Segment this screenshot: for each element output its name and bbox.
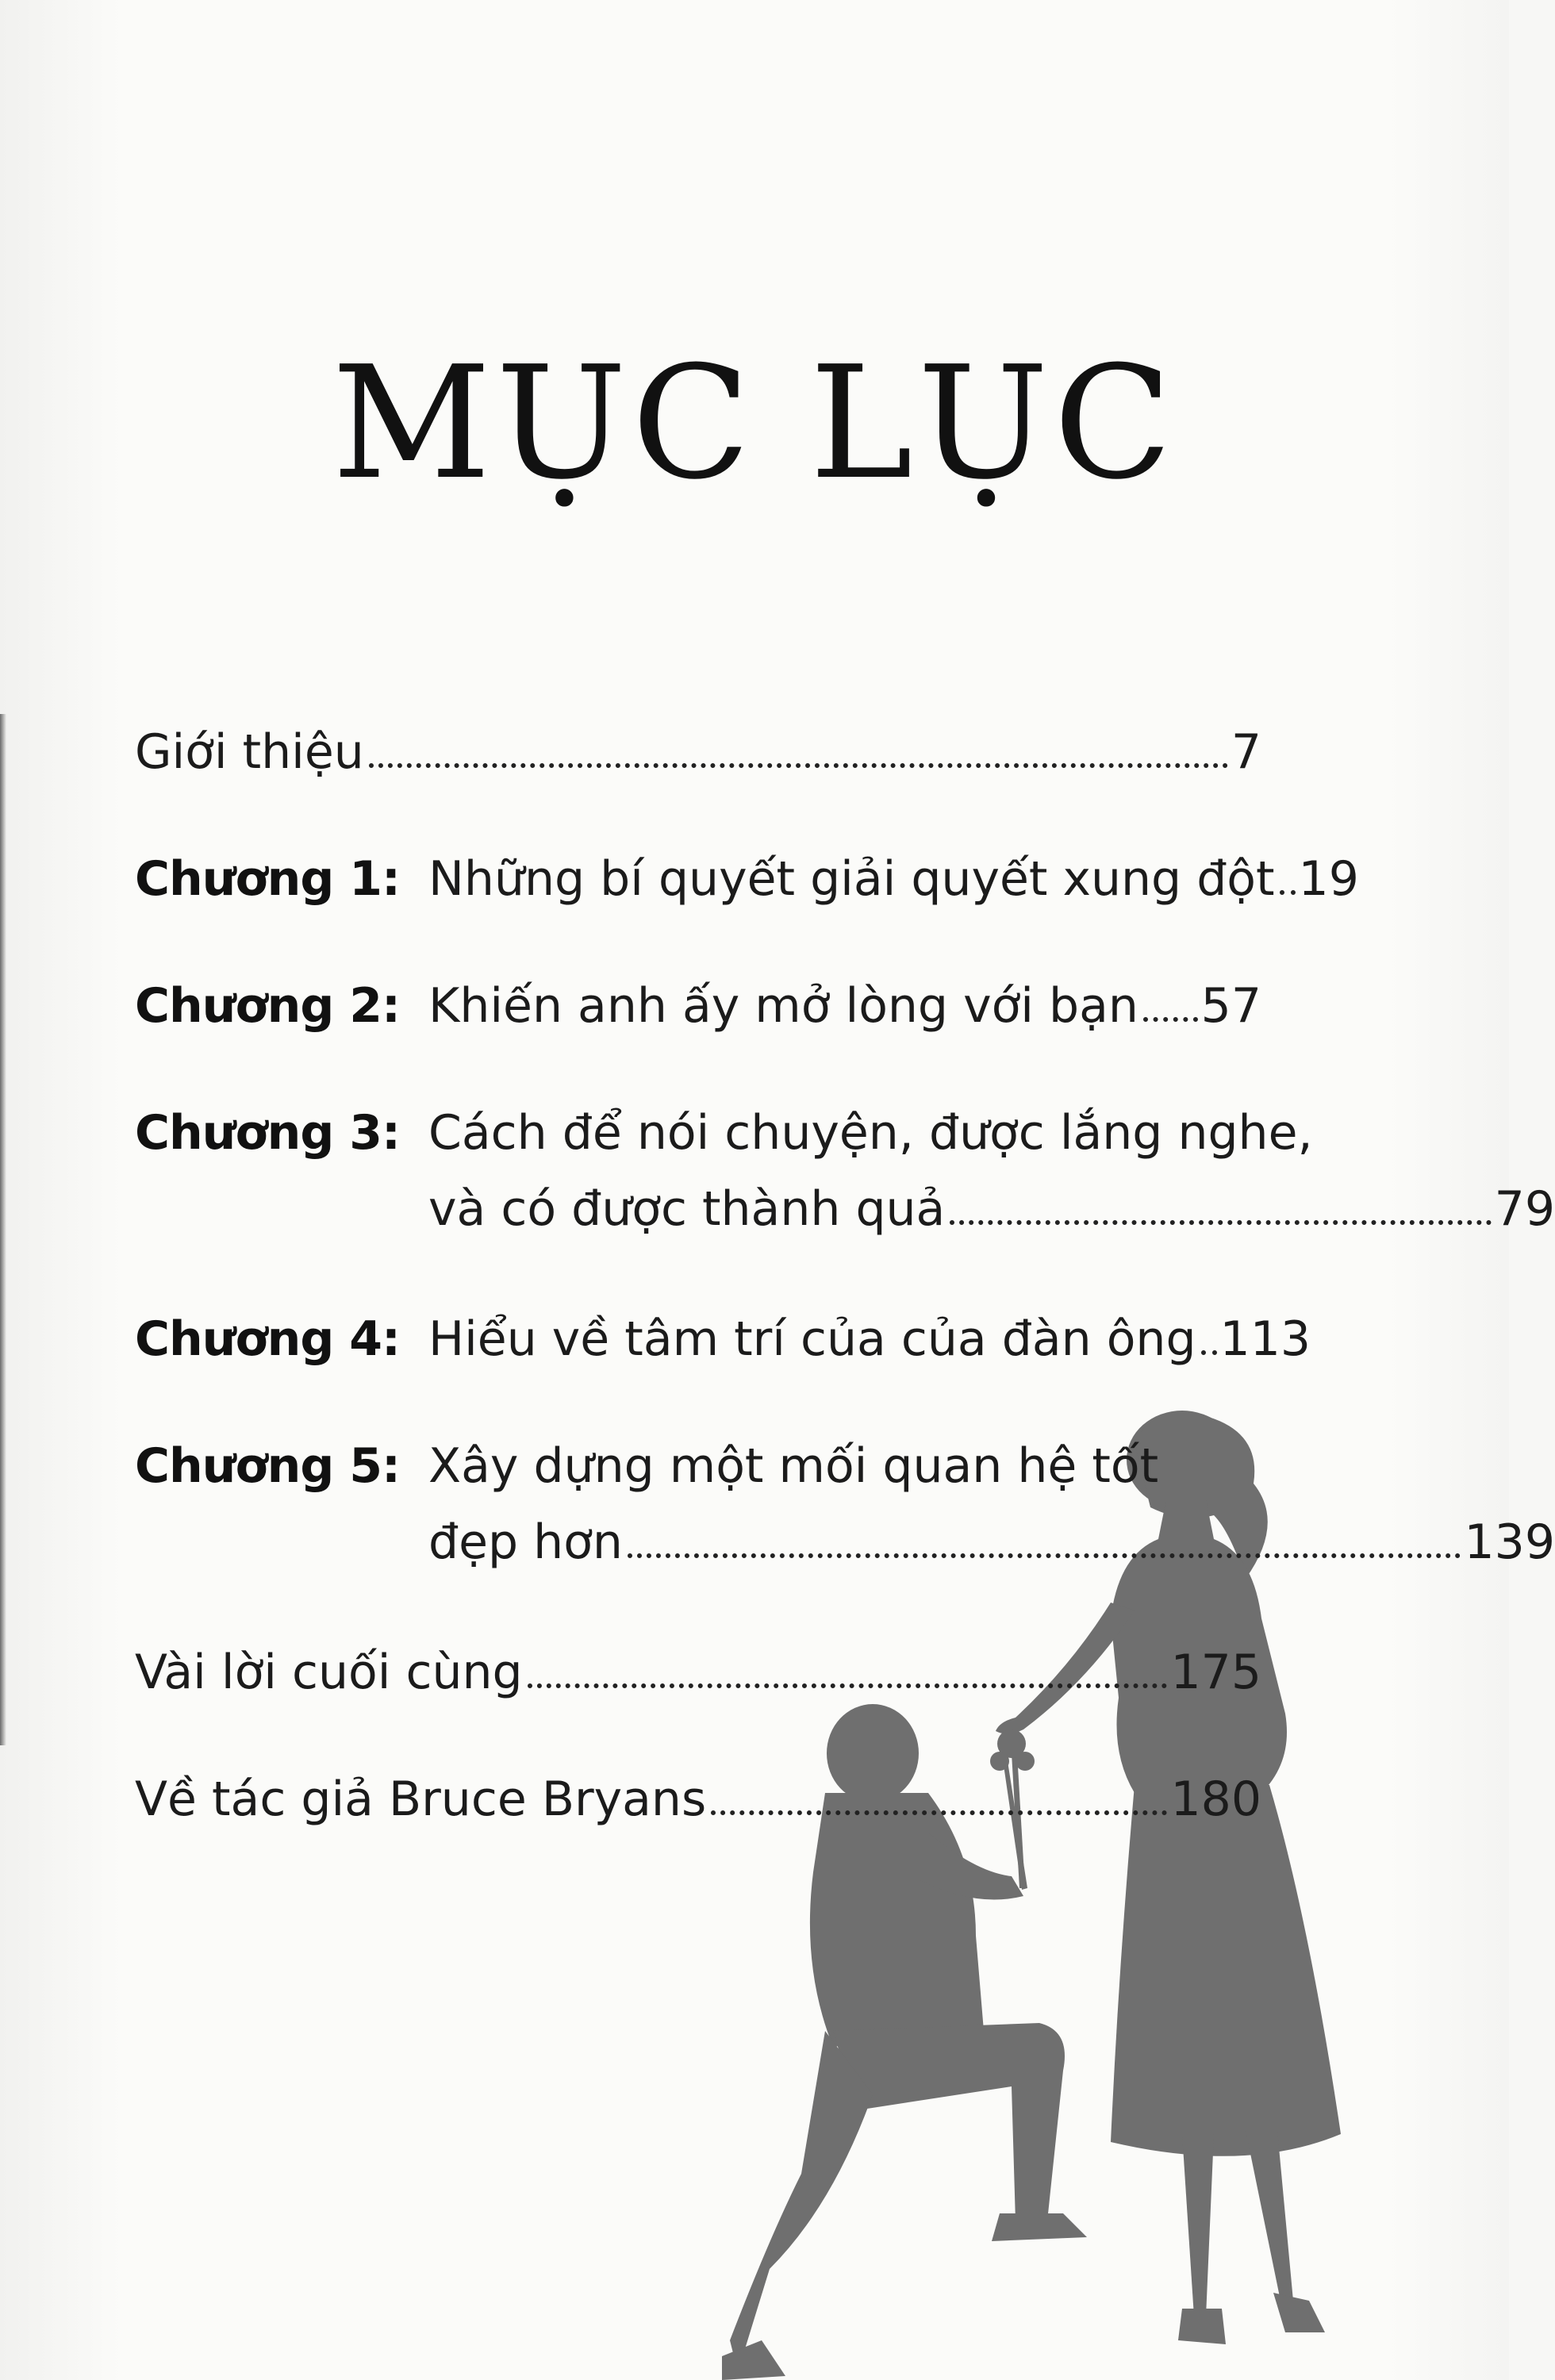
- toc-entry-title-continued: đẹp hơn: [428, 1514, 623, 1570]
- toc-page-number: 175: [1170, 1645, 1261, 1700]
- toc-entry-title: Về tác giả Bruce Bryans: [135, 1772, 707, 1827]
- chapter-label: Chương 4:: [135, 1311, 400, 1367]
- toc-entry-title: Cách để nói chuyện, được lắng nghe,: [428, 1105, 1313, 1161]
- toc-entry-title: Hiểu về tâm trí của của đàn ông: [428, 1311, 1196, 1367]
- toc-entry-title-continued: và có được thành quả: [428, 1181, 946, 1237]
- toc-entry-title: Giới thiệu: [135, 724, 364, 780]
- chapter-label: Chương 3:: [135, 1105, 400, 1161]
- toc-page-number: 139: [1464, 1514, 1555, 1570]
- toc-entry-chapter-5[interactable]: [135, 1428, 1555, 1580]
- toc-entry-title: Khiến anh ấy mở lòng với bạn: [428, 978, 1138, 1034]
- chapter-label: Chương 2:: [135, 978, 400, 1034]
- toc-entry-title: Những bí quyết giải quyết xung đột: [428, 851, 1275, 907]
- dot-leader: [1143, 1017, 1198, 1022]
- toc-entry-title: Xây dựng một mối quan hệ tốt: [428, 1438, 1159, 1494]
- toc-page-number: 79: [1494, 1181, 1555, 1237]
- chapter-label: Chương 5:: [135, 1438, 400, 1494]
- dot-leader: [950, 1220, 1491, 1225]
- toc-page-number: 7: [1231, 724, 1261, 780]
- toc-entry-chapter-1[interactable]: [135, 841, 1359, 917]
- dot-leader: [369, 763, 1228, 768]
- toc-entry-chapter-4[interactable]: [135, 1301, 1311, 1377]
- chapter-label: Chương 1:: [135, 851, 400, 907]
- toc-page-number: 57: [1200, 978, 1261, 1034]
- toc-entry-chapter-3[interactable]: [135, 1095, 1555, 1247]
- dot-leader: [528, 1683, 1168, 1688]
- dot-leader: [711, 1810, 1167, 1815]
- toc-entry-title: Vài lời cuối cùng: [135, 1645, 523, 1700]
- page-edge-shadow: [0, 714, 6, 1745]
- toc-entry-author[interactable]: [135, 1761, 1261, 1837]
- toc-page-number: 113: [1219, 1311, 1311, 1367]
- dot-leader: [1280, 890, 1296, 895]
- toc-entry-closing[interactable]: [135, 1634, 1261, 1710]
- toc-page-number: 180: [1170, 1772, 1261, 1827]
- page-title: MỤC LỤC: [332, 333, 1177, 514]
- dot-leader: [628, 1553, 1461, 1558]
- dot-leader: [1201, 1350, 1217, 1355]
- toc-entry-intro[interactable]: [135, 714, 1261, 790]
- toc-page-number: 19: [1298, 851, 1359, 907]
- toc-entry-chapter-2[interactable]: [135, 968, 1261, 1044]
